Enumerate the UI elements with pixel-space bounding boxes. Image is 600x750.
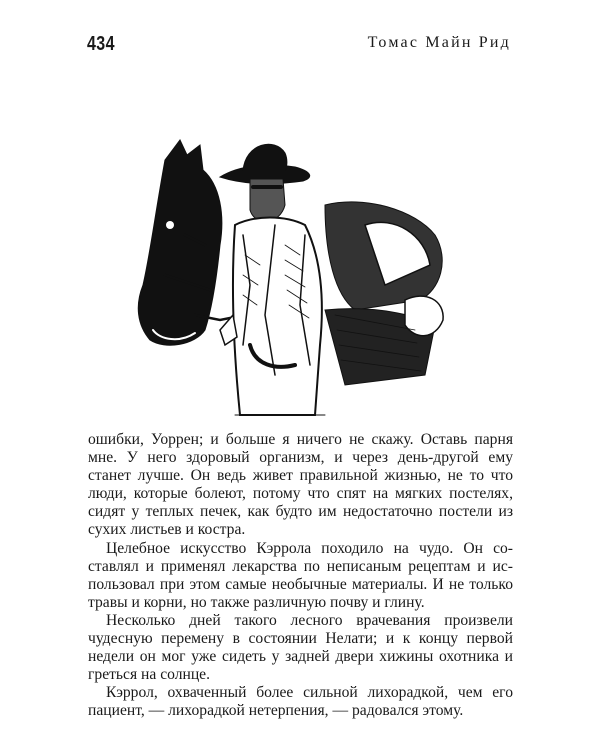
running-title: Томас Майн Рид — [367, 34, 511, 51]
paragraph: Целебное искусство Кэррола походило на чудо. Он составлял и применял лекарства по неписаным рецептам и использовал при этом самые необычные материалы. И не только травы и корни, но также различную почву и глину. — [88, 539, 513, 611]
illustration-man-with-horse — [125, 115, 485, 425]
body-text — [88, 431, 513, 721]
page-number: 434 — [87, 33, 115, 55]
paragraph: ошибки, Уоррен; и больше я ничего не скажу. Оставь парня мне. У него здоровый организм, и через день-другой ему станет лучше. Он ведь живет правильной жизнью, не то что люди, которые болеют, потому что спят на мягких постелях, сидят у теплых печек, как будто им недостаточно постели из сухих листьев и костра. — [88, 431, 513, 539]
paragraph: Кэррол, охваченный более сильной лихорадкой, чем его пациент, — лихорадкой нетерпения, — радовался этому. — [88, 684, 513, 720]
horse-head — [138, 140, 222, 345]
paragraph: Несколько дней такого лесного врачевания произвели чудесную перемену в состоянии Нелати; и к концу первой недели он мог уже сидеть у задней двери хижины охотника и греться на солнце. — [88, 611, 513, 684]
